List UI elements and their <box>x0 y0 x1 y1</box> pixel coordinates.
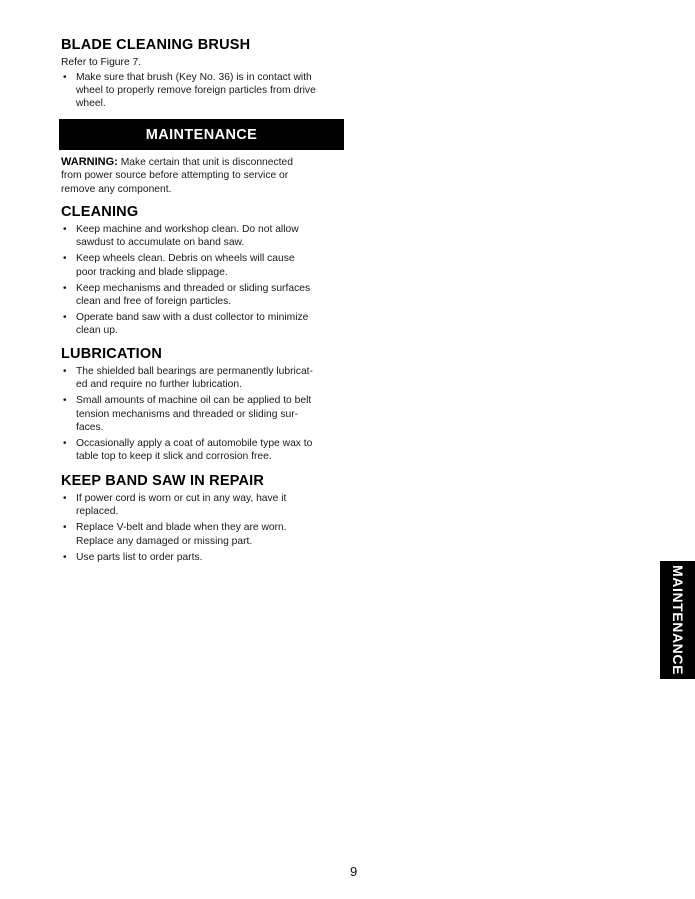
cleaning-heading: CLEANING <box>61 204 139 220</box>
blade-cleaning-section <box>61 37 348 114</box>
list-item: • Use parts list to order parts. <box>61 551 351 564</box>
blade-cleaning-refer: Refer to Figure 7. <box>61 57 142 68</box>
list-item: • Keep machine and workshop clean. Do not allow sawdust to accumulate on band saw. <box>61 223 351 249</box>
list-item: • The shielded ball bearings are permanently lubricat- ed and require no further lubrication. <box>61 365 351 391</box>
repair-list <box>61 492 351 564</box>
maintenance-side-tab <box>660 561 695 679</box>
side-tab-label: MAINTENANCE <box>669 564 686 676</box>
warning-paragraph <box>61 156 351 196</box>
lubrication-section <box>61 346 351 466</box>
blade-cleaning-heading: BLADE CLEANING BRUSH <box>61 37 251 53</box>
repair-section <box>61 473 351 567</box>
maintenance-banner <box>59 119 344 150</box>
cleaning-list <box>61 223 351 338</box>
blade-cleaning-list <box>61 71 348 111</box>
maintenance-banner-label: MAINTENANCE <box>145 126 258 143</box>
warning-text: Make certain that unit is disconnected from power source before attempting to service or remove any component. <box>61 157 293 195</box>
page-number: 9 <box>350 864 358 879</box>
warning-label: WARNING: <box>61 156 118 168</box>
repair-heading: KEEP BAND SAW IN REPAIR <box>61 473 265 489</box>
lubrication-heading: LUBRICATION <box>61 346 163 362</box>
list-item: • If power cord is worn or cut in any way, have it replaced. <box>61 492 351 518</box>
list-item: • Occasionally apply a coat of automobile type wax to table top to keep it slick and corrosion free. <box>61 437 351 463</box>
list-item: • Small amounts of machine oil can be applied to belt tension mechanisms and threaded or sliding sur- faces. <box>61 394 351 434</box>
list-item: • Keep wheels clean. Debris on wheels will cause poor tracking and blade slippage. <box>61 252 351 278</box>
cleaning-section <box>61 204 351 341</box>
lubrication-list <box>61 365 351 463</box>
list-item: • Keep mechanisms and threaded or sliding surfaces clean and free of foreign particles. <box>61 282 351 308</box>
list-item: • Replace V-belt and blade when they are worn. Replace any damaged or missing part. <box>61 521 351 547</box>
list-item: • Make sure that brush (Key No. 36) is in contact with wheel to properly remove foreign particles from drive wheel. <box>61 71 348 111</box>
list-item: • Operate band saw with a dust collector to minimize clean up. <box>61 311 351 337</box>
